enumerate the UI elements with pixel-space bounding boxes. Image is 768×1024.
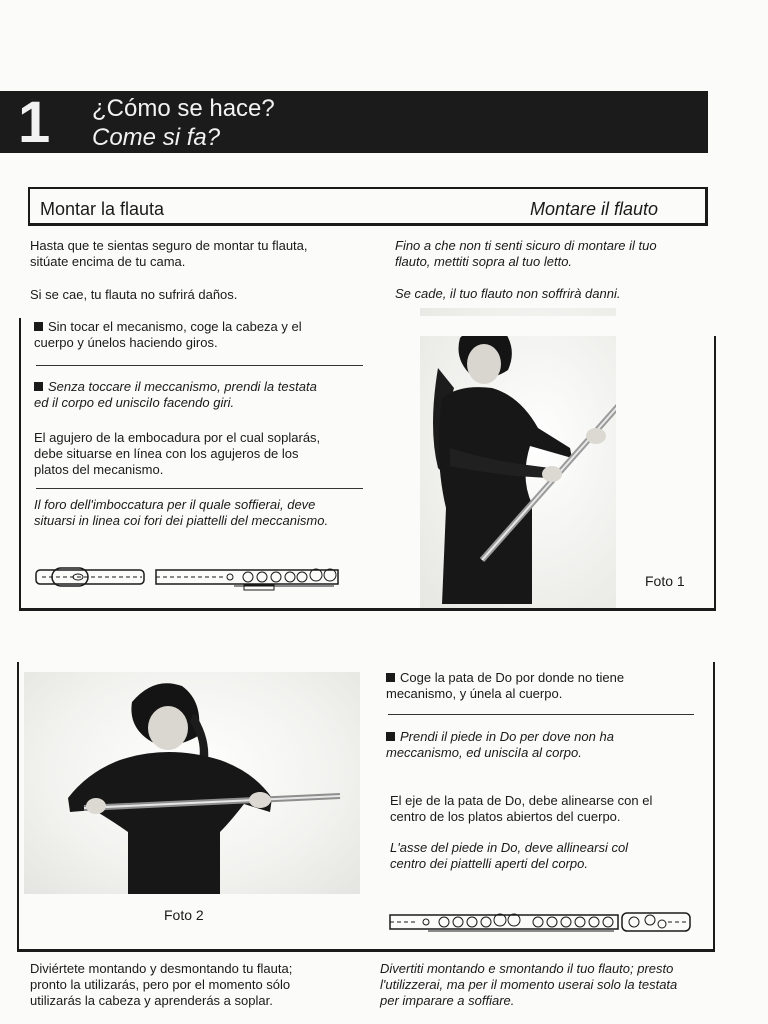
step1-spanish-note: El agujero de la embocadura por el cual soplarás, debe situarse en línea con los agujeros de los platos del mecanismo. xyxy=(34,430,321,477)
intro-spanish-p2: Si se cae, tu flauta no sufrirá daños. xyxy=(30,287,238,302)
photo-2-label: Foto 2 xyxy=(164,907,204,923)
intro-spanish-p1: Hasta que te sientas seguro de montar tu flauta, sitúate encima de tu cama. xyxy=(30,238,308,269)
square-bullet-icon xyxy=(386,673,395,682)
step1-spanish-instruction: Sin tocar el mecanismo, coge la cabeza y el cuerpo y únelos haciendo giros. xyxy=(34,319,302,350)
step1-italian-instruction: Senza toccare il meccanismo, prendi la testata ed il corpo ed unisciIo facendo giri. xyxy=(34,379,317,410)
square-bullet-icon xyxy=(386,732,395,741)
girl-assembling-flute-illustration xyxy=(420,308,616,608)
divider xyxy=(36,365,363,366)
divider xyxy=(36,488,363,489)
footer-italian: Divertiti montando e smontando il tuo flauto; presto l'utilizzerai, ma per il momento userai solo la testata per imparare a soffiare. xyxy=(380,961,678,1008)
section-title-italian: Montare il flauto xyxy=(530,199,659,219)
section-title-spanish: Montar la flauta xyxy=(40,199,165,219)
intro-italian-p2: Se cade, il tuo flauto non soffrirà danni. xyxy=(395,286,621,301)
photo-1 xyxy=(420,308,616,608)
square-bullet-icon xyxy=(34,322,43,331)
photo-1-label: Foto 1 xyxy=(645,573,685,589)
step2-italian-instruction: Prendi il piede in Do per dove non ha meccanismo, ed unisciIa al corpo. xyxy=(386,729,614,760)
step1-italian-note: Il foro dell'imboccatura per il quale soffierai, deve situarsi in linea coi fori dei piattelli del meccanismo. xyxy=(34,497,329,528)
chapter-title-italian: Come si fa? xyxy=(92,124,221,151)
intro-italian-p1: Fino a che non ti senti sicuro di montare il tuo flauto, mettiti sopra al tuo letto. xyxy=(395,238,657,269)
chapter-title-spanish: ¿Cómo se hace? xyxy=(92,95,275,122)
panel1-gap xyxy=(420,316,718,336)
girl-holding-flute-illustration xyxy=(24,672,360,894)
divider xyxy=(388,714,694,715)
square-bullet-icon xyxy=(34,382,43,391)
step2-spanish-note: El eje de la pata de Do, debe alinearse con el centro de los platos abiertos del cuerpo. xyxy=(390,793,653,824)
flute-body-footjoint-diagram xyxy=(388,908,694,938)
step2-spanish-instruction: Coge la pata de Do por donde no tiene mecanismo, y únela al cuerpo. xyxy=(386,670,625,701)
chapter-number: 1 xyxy=(18,90,51,155)
flute-headjoint-body-diagram xyxy=(34,564,344,592)
footer-spanish: Diviértete montando y desmontando tu flauta; pronto la utilizarás, pero por el momento sólo utilizarás la cabeza y aprenderás a soplar. xyxy=(30,961,293,1008)
step2-italian-note: L'asse del piede in Do, deve allinearsi col centro dei piattelli aperti del corpo. xyxy=(390,840,629,871)
photo-2 xyxy=(24,672,360,894)
